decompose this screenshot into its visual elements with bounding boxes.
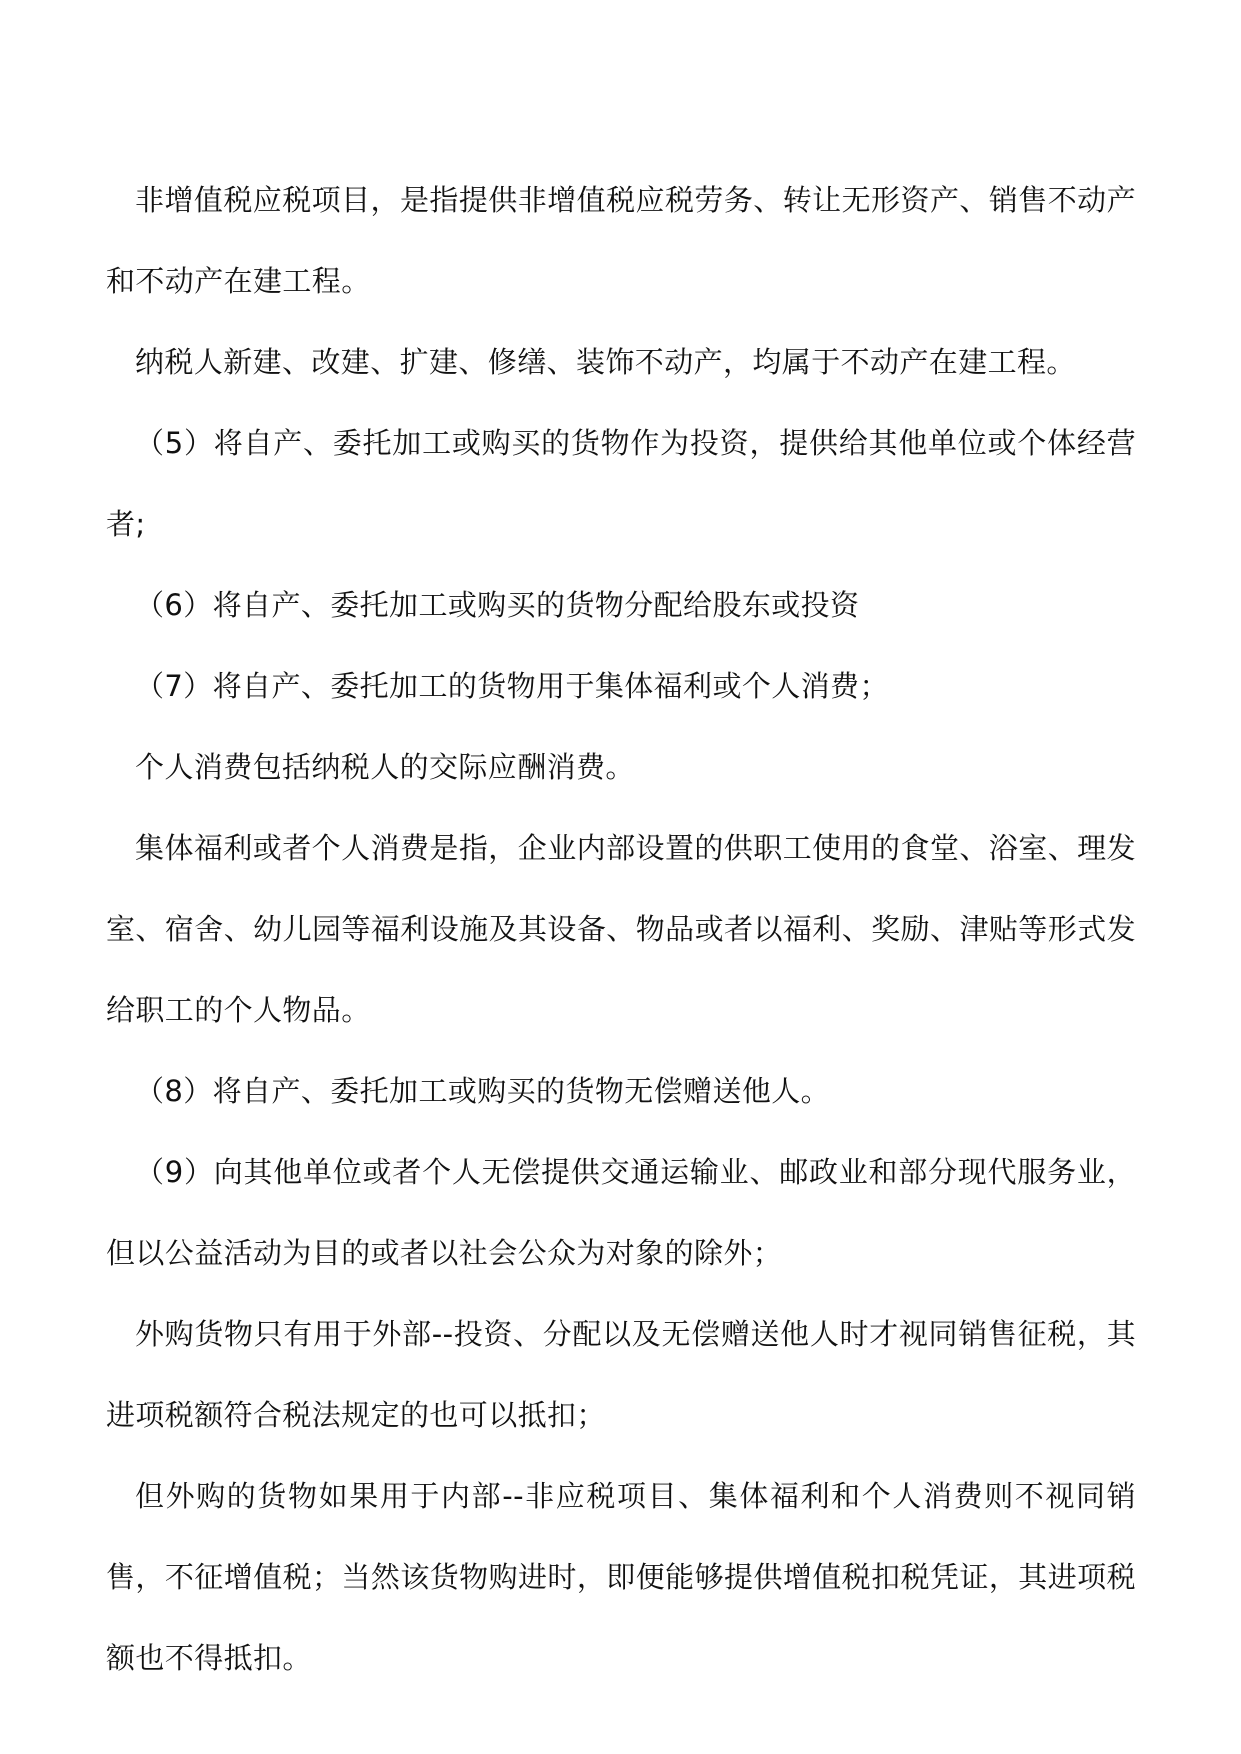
paragraph: 纳税人新建、改建、扩建、修缮、装饰不动产，均属于不动产在建工程。 (135, 345, 1076, 379)
paragraph: 集体福利或者个人消费是指，企业内部设置的供职工使用的食堂、浴室、理发室、宿舍、幼儿园等福利设施及其设备、物品或者以福利、奖励、津贴等形式发给职工的个人物品。 (106, 831, 1136, 1027)
list-item: （8）将自产、委托加工或购买的货物无偿赠送他人。 (135, 1074, 831, 1108)
paragraph: 但外购的货物如果用于内部--非应税项目、集体福利和个人消费则不视同销售，不征增值税；当然该货物购进时，即便能够提供增值税扣税凭证，其进项税额也不得抵扣。 (106, 1479, 1136, 1675)
list-item: （9）向其他单位或者个人无偿提供交通运输业、邮政业和部分现代服务业，但以公益活动为目的或者以社会公众为对象的除外； (106, 1155, 1136, 1270)
paragraph: 外购货物只有用于外部--投资、分配以及无偿赠送他人时才视同销售征税，其进项税额符合税法规定的也可以抵扣； (106, 1317, 1136, 1432)
list-item: （5）将自产、委托加工或购买的货物作为投资，提供给其他单位或个体经营者; (106, 426, 1136, 541)
paragraph: 个人消费包括纳税人的交际应酬消费。 (135, 750, 635, 784)
list-item: （6）将自产、委托加工或购买的货物分配给股东或投资 (135, 588, 860, 622)
document-body (106, 160, 1136, 1699)
paragraph: 非增值税应税项目，是指提供非增值税应税劳务、转让无形资产、销售不动产和不动产在建工程。 (106, 183, 1136, 298)
list-item: （7）将自产、委托加工的货物用于集体福利或个人消费； (135, 669, 889, 703)
